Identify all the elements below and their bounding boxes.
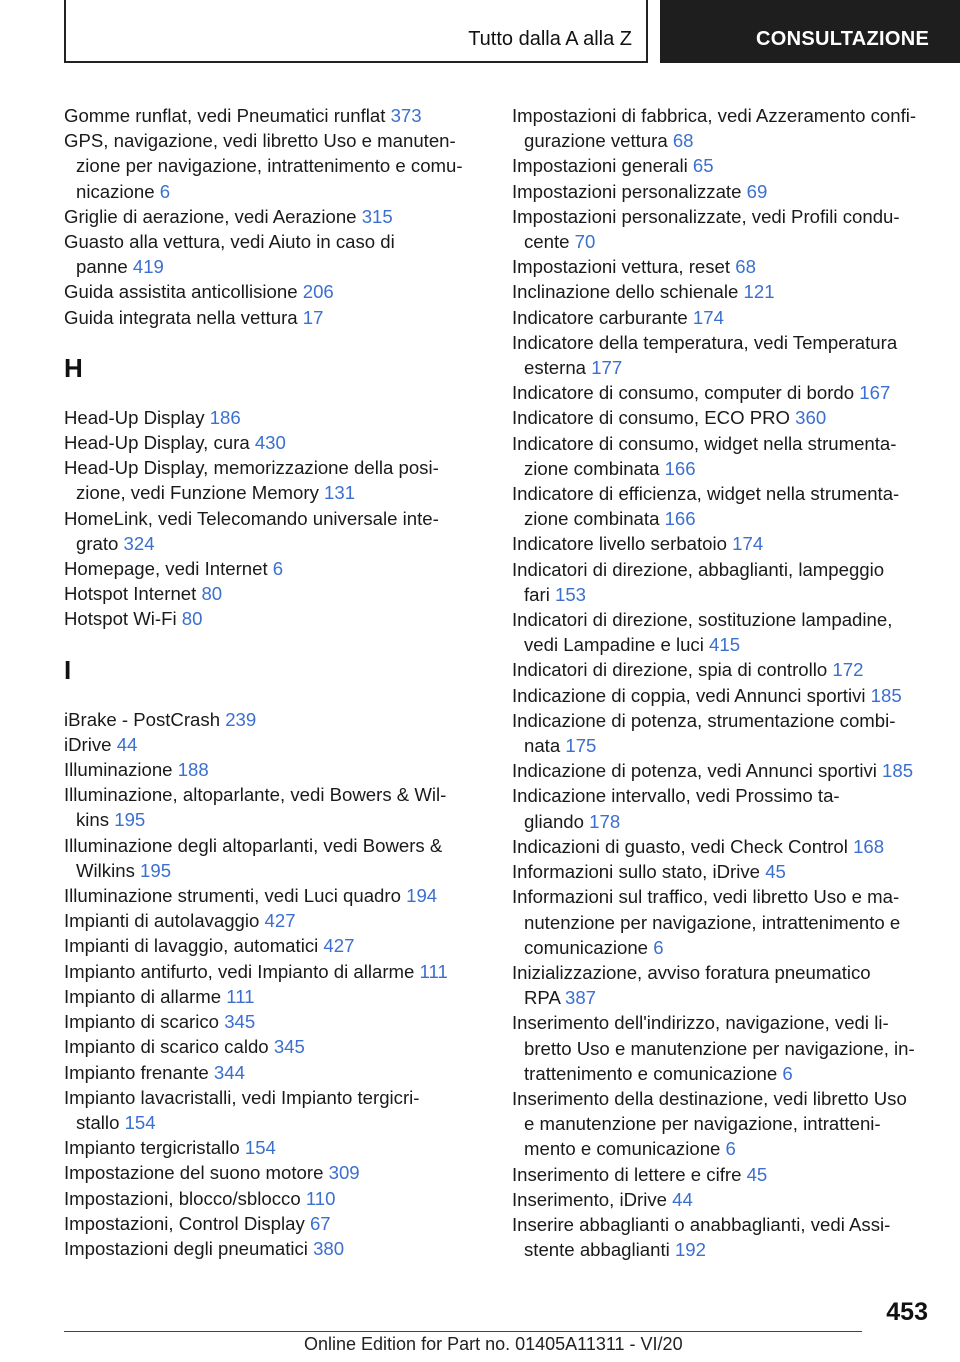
- index-page-link[interactable]: 168: [853, 835, 885, 857]
- index-entry-text: Impianto di allarme: [64, 985, 227, 1007]
- index-entry-text: Indicatore di efficienza, widget nella strumenta-: [512, 483, 900, 505]
- index-entry: [64, 1186, 484, 1211]
- index-entry: [512, 557, 932, 607]
- index-entry: [512, 153, 932, 178]
- index-entry: [512, 204, 932, 254]
- index-entry: [512, 405, 932, 430]
- index-entry: [64, 1135, 484, 1160]
- footer-divider: [64, 1331, 862, 1332]
- index-entry: [512, 683, 932, 708]
- index-entry: [512, 531, 932, 556]
- index-entry-text: Inizializzazione, avviso foratura pneumatico: [512, 961, 871, 983]
- index-page-link[interactable]: 70: [574, 231, 596, 253]
- index-entry: [64, 1236, 484, 1261]
- index-entry: [512, 330, 932, 380]
- index-entry: [64, 1009, 484, 1034]
- index-page-link[interactable]: 419: [132, 256, 164, 278]
- index-page-link[interactable]: 387: [565, 987, 597, 1009]
- index-entry-text: Indicatore della temperatura, vedi Temperatura: [512, 331, 898, 353]
- index-page-link[interactable]: 380: [313, 1237, 345, 1259]
- index-entry: [64, 707, 484, 732]
- index-entry-text: Indicatore di consumo, computer di bordo: [512, 382, 860, 404]
- index-entry-text: panne: [76, 256, 133, 278]
- index-entry-text: Inserimento, iDrive: [512, 1188, 673, 1210]
- index-entry: [512, 305, 932, 330]
- index-entry-text: cente: [524, 231, 575, 253]
- index-page-link[interactable]: 186: [209, 406, 241, 428]
- index-letter-heading: H: [64, 352, 83, 383]
- index-entry-text: bretto Uso e manutenzione per navigazione, in-: [524, 1037, 915, 1059]
- index-page-link[interactable]: 415: [709, 634, 741, 656]
- index-entry: [64, 1211, 484, 1236]
- index-page-link[interactable]: 194: [406, 885, 438, 907]
- index-page-link[interactable]: 6: [272, 558, 284, 580]
- index-entry-text: Impianto tergicristallo: [64, 1137, 245, 1159]
- index-page-link[interactable]: 166: [664, 457, 696, 479]
- index-entry: [64, 229, 484, 279]
- index-entry: [64, 430, 484, 455]
- index-entry-text: RPA: [524, 987, 565, 1009]
- index-entry: [512, 758, 932, 783]
- index-entry-text: Homepage, vedi Internet: [64, 558, 273, 580]
- index-entry-text: Illuminazione: [64, 759, 178, 781]
- index-entry-text: Indicazione di coppia, vedi Annunci sportivi: [512, 684, 871, 706]
- index-page-link[interactable]: 345: [224, 1011, 256, 1033]
- index-entry-text: comunicazione: [524, 936, 654, 958]
- index-entry-text: Illuminazione strumenti, vedi Luci quadro: [64, 885, 407, 907]
- index-entry: [64, 506, 484, 556]
- index-entry-text: Impianto frenante: [64, 1061, 214, 1083]
- page-number: 453: [886, 1298, 928, 1326]
- index-entry-text: Indicatore di consumo, ECO PRO: [512, 407, 796, 429]
- index-page-link[interactable]: 373: [390, 105, 422, 126]
- index-entry: [64, 556, 484, 581]
- index-entry-text: Indicazione di potenza, vedi Annunci sportivi: [512, 760, 883, 782]
- index-page-link[interactable]: 185: [870, 684, 902, 706]
- index-entry-text: stente abbaglianti: [524, 1239, 675, 1261]
- index-entry: [64, 1085, 484, 1135]
- index-entry-text: Inserimento di lettere e cifre: [512, 1163, 747, 1185]
- index-entry-text: Indicazione intervallo, vedi Prossimo ta-: [512, 785, 840, 807]
- index-entry: [64, 1160, 484, 1185]
- index-page-link[interactable]: 45: [746, 1163, 768, 1185]
- index-page-link[interactable]: 188: [177, 759, 209, 781]
- index-page-link[interactable]: 192: [674, 1239, 706, 1261]
- index-entry-text: Hotspot Internet: [64, 583, 202, 605]
- index-entry-text: fari: [524, 583, 555, 605]
- index-page-link[interactable]: 324: [123, 532, 155, 554]
- index-entry: [64, 984, 484, 1009]
- index-entry-text: Indicazione di potenza, strumentazione combi-: [512, 709, 896, 731]
- index-entry-text: Inclinazione dello schienale: [512, 281, 744, 303]
- index-page-link[interactable]: 175: [565, 735, 597, 757]
- index-entry-text: Impostazioni generali: [512, 155, 693, 177]
- index-page-link[interactable]: 174: [732, 533, 764, 555]
- index-page-link[interactable]: 172: [832, 659, 864, 681]
- index-page-link[interactable]: 195: [140, 859, 172, 881]
- header-title-box: [64, 0, 648, 63]
- index-entry-text: Impostazioni vettura, reset: [512, 256, 736, 278]
- index-entry-text: Informazioni sul traffico, vedi libretto Uso e ma-: [512, 886, 900, 908]
- index-entry-text: Griglie di aerazione, vedi Aerazione: [64, 205, 362, 227]
- index-entry-text: GPS, navigazione, vedi libretto Uso e manuten-: [64, 130, 456, 152]
- index-page-link[interactable]: 166: [664, 508, 696, 530]
- index-entry: [512, 1212, 932, 1262]
- index-page-link[interactable]: 67: [309, 1212, 331, 1234]
- index-page-link[interactable]: 69: [746, 180, 768, 202]
- index-page-link[interactable]: 430: [254, 432, 286, 454]
- index-entry: [64, 405, 484, 430]
- index-entry-text: Indicazioni di guasto, vedi Check Control: [512, 835, 854, 857]
- index-entry-text: iDrive: [64, 733, 117, 755]
- index-page-link[interactable]: 195: [114, 809, 146, 831]
- index-entry: [64, 455, 484, 505]
- index-entry-text: Illuminazione degli altoparlanti, vedi Bowers &: [64, 834, 443, 856]
- index-entry-text: Indicatore livello serbatoio: [512, 533, 733, 555]
- index-entry: [512, 1187, 932, 1212]
- index-entry: [512, 884, 932, 960]
- index-entry-text: Guida assistita anticollisione: [64, 281, 303, 303]
- index-entry: [512, 607, 932, 657]
- index-page-link[interactable]: 80: [201, 583, 223, 605]
- index-page-link[interactable]: 80: [181, 608, 203, 630]
- footer-edition: Online Edition for Part no. 01405A11311 - VI/20: [304, 1334, 683, 1354]
- index-entry: [64, 305, 484, 330]
- index-entry-text: Guida integrata nella vettura: [64, 306, 303, 328]
- index-entry-text: Impianti di lavaggio, automatici: [64, 935, 324, 957]
- index-page-link[interactable]: 6: [159, 180, 171, 202]
- index-entry-text: Gomme runflat, vedi Pneumatici runflat: [64, 105, 391, 126]
- index-entry-text: kins: [76, 809, 115, 831]
- index-entry: [64, 606, 484, 631]
- header-section-box: [660, 0, 960, 63]
- index-page-link[interactable]: 6: [782, 1062, 793, 1084]
- index-page-link[interactable]: 153: [555, 583, 587, 605]
- index-entry-text: Head-Up Display, memorizzazione della posi-: [64, 457, 439, 479]
- index-entry: [64, 782, 484, 832]
- index-entry-text: Wilkins: [76, 859, 141, 881]
- index-entry-text: Indicatori di direzione, spia di controllo: [512, 659, 833, 681]
- index-entry-text: nutenzione per navigazione, intrattenimento e: [524, 911, 901, 933]
- index-entry-text: gurazione vettura: [524, 130, 673, 152]
- index-entry-text: zione, vedi Funzione Memory: [76, 482, 325, 504]
- index-entry-text: Impostazione del suono motore: [64, 1162, 329, 1184]
- index-page-link[interactable]: 178: [589, 810, 621, 832]
- index-entry: [64, 128, 484, 204]
- index-entry: [512, 380, 932, 405]
- index-entry: [512, 708, 932, 758]
- index-entry-text: Informazioni sullo stato, iDrive: [512, 861, 766, 883]
- index-entry: [64, 279, 484, 304]
- index-entry: [512, 657, 932, 682]
- index-entry-text: Impianto di scarico caldo: [64, 1036, 274, 1058]
- index-page-link[interactable]: 65: [692, 155, 714, 177]
- header-section-label: CONSULTAZIONE: [756, 28, 930, 50]
- index-page-link[interactable]: 185: [882, 760, 914, 782]
- index-entry-text: Illuminazione, altoparlante, vedi Bowers & Wil-: [64, 784, 447, 806]
- index-entry: [512, 279, 932, 304]
- index-page-link[interactable]: 111: [419, 960, 448, 982]
- index-entry-text: gliando: [524, 810, 590, 832]
- index-entry: [64, 581, 484, 606]
- index-entry: [512, 481, 932, 531]
- index-entry-text: Impianto antifurto, vedi Impianto di allarme: [64, 960, 420, 982]
- index-entry-text: HomeLink, vedi Telecomando universale inte-: [64, 507, 439, 529]
- index-entry: [64, 833, 484, 883]
- index-entry-text: mento e comunicazione: [524, 1138, 726, 1160]
- index-entry-text: nicazione: [76, 180, 160, 202]
- index-page-link[interactable]: 44: [116, 733, 138, 755]
- index-page-link[interactable]: 44: [672, 1188, 693, 1210]
- index-page-link[interactable]: 360: [795, 407, 827, 429]
- index-page-link[interactable]: 131: [324, 482, 356, 504]
- index-entry: [64, 732, 484, 757]
- index-entry: [64, 204, 484, 229]
- index-column-right: [512, 103, 932, 1262]
- index-entry: [64, 757, 484, 782]
- index-entry: [512, 431, 932, 481]
- index-entry: [64, 1060, 484, 1085]
- index-page-link[interactable]: 167: [859, 382, 891, 404]
- index-entry-text: Impianto lavacristalli, vedi Impianto tergicri-: [64, 1086, 420, 1108]
- index-entry-text: Impostazioni, Control Display: [64, 1212, 310, 1234]
- index-entry-text: iBrake - PostCrash: [64, 708, 226, 730]
- index-page-link[interactable]: 121: [743, 281, 775, 303]
- index-page-link[interactable]: 427: [264, 910, 296, 932]
- index-entry-text: e manutenzione per navigazione, intratteni-: [524, 1113, 881, 1135]
- index-entry-text: Inserimento della destinazione, vedi libretto Uso: [512, 1087, 907, 1109]
- index-entry-text: Impostazioni personalizzate: [512, 180, 747, 202]
- index-entry: [64, 883, 484, 908]
- index-entry: [64, 908, 484, 933]
- index-letter-heading: I: [64, 654, 72, 685]
- index-entry: [512, 783, 932, 833]
- index-entry-text: Inserimento dell'indirizzo, navigazione, vedi li-: [512, 1012, 889, 1034]
- index-entry-text: Hotspot Wi-Fi: [64, 608, 182, 630]
- index-entry-text: Indicatore carburante: [512, 306, 693, 328]
- index-entry-text: Inserire abbaglianti o anabbaglianti, vedi Assi-: [512, 1213, 891, 1235]
- index-entry-text: zione per navigazione, intrattenimento e comu-: [76, 155, 463, 177]
- index-entry-text: nata: [524, 735, 566, 757]
- index-entry-text: Indicatore di consumo, widget nella strumenta-: [512, 432, 897, 454]
- index-entry-text: Impostazioni di fabbrica, vedi Azzeramento confi-: [512, 105, 917, 126]
- index-entry: [64, 1034, 484, 1059]
- header-title: Tutto dalla A alla Z: [468, 28, 632, 50]
- index-page-link[interactable]: 177: [591, 357, 623, 379]
- index-column-left: [64, 103, 484, 1261]
- index-page-link[interactable]: 68: [735, 256, 756, 278]
- index-entry-text: Impianti di autolavaggio: [64, 910, 265, 932]
- index-entry-text: Head-Up Display: [64, 406, 210, 428]
- index-entry-text: esterna: [524, 357, 592, 379]
- index-entry: [512, 960, 932, 1010]
- index-page-link[interactable]: 17: [302, 306, 324, 328]
- index-page-link[interactable]: 111: [226, 985, 255, 1007]
- index-page-link[interactable]: 315: [361, 205, 393, 227]
- index-entry-text: Guasto alla vettura, vedi Aiuto in caso di: [64, 231, 395, 253]
- index-entry: [512, 1010, 932, 1086]
- index-page-link[interactable]: 154: [244, 1137, 276, 1159]
- index-entry: [64, 933, 484, 958]
- index-entry-text: Impostazioni personalizzate, vedi Profili condu-: [512, 205, 900, 227]
- index-entry-text: vedi Lampadine e luci: [524, 634, 710, 656]
- index-entry-text: Head-Up Display, cura: [64, 432, 255, 454]
- index-page-link[interactable]: 344: [213, 1061, 245, 1083]
- index-page-link[interactable]: 6: [725, 1138, 736, 1160]
- index-page-link[interactable]: 6: [653, 936, 664, 958]
- index-page-link[interactable]: 68: [672, 130, 694, 152]
- index-page-link[interactable]: 427: [323, 935, 355, 957]
- index-entry: [64, 959, 484, 984]
- index-entry-text: zione combinata: [524, 457, 665, 479]
- index-entry: [512, 103, 932, 153]
- index-entry: [512, 179, 932, 204]
- index-entry-text: stallo: [76, 1111, 125, 1133]
- index-entry: [512, 834, 932, 859]
- index-page-link[interactable]: 345: [273, 1036, 305, 1058]
- index-entry-text: Indicatori di direzione, sostituzione lampadine,: [512, 609, 893, 631]
- index-page-link[interactable]: 154: [124, 1111, 156, 1133]
- index-page-link[interactable]: 45: [765, 861, 786, 883]
- index-entry: [512, 254, 932, 279]
- index-page-link[interactable]: 309: [328, 1162, 360, 1184]
- index-page-link[interactable]: 110: [305, 1187, 336, 1209]
- index-entry: [512, 1162, 932, 1187]
- index-page-link[interactable]: 239: [225, 708, 257, 730]
- index-page-link[interactable]: 206: [302, 281, 334, 303]
- index-entry-text: Impostazioni degli pneumatici: [64, 1237, 314, 1259]
- index-entry-text: Impostazioni, blocco/sblocco: [64, 1187, 306, 1209]
- index-entry-text: Impianto di scarico: [64, 1011, 225, 1033]
- index-entry-text: zione combinata: [524, 508, 665, 530]
- index-entry-text: grato: [76, 532, 124, 554]
- index-page-link[interactable]: 174: [692, 306, 724, 328]
- index-entry: [512, 859, 932, 884]
- index-entry-text: Indicatori di direzione, abbaglianti, lampeggio: [512, 558, 885, 580]
- index-entry: [64, 103, 484, 128]
- index-entry: [512, 1086, 932, 1162]
- index-entry-text: trattenimento e comunicazione: [524, 1062, 783, 1084]
